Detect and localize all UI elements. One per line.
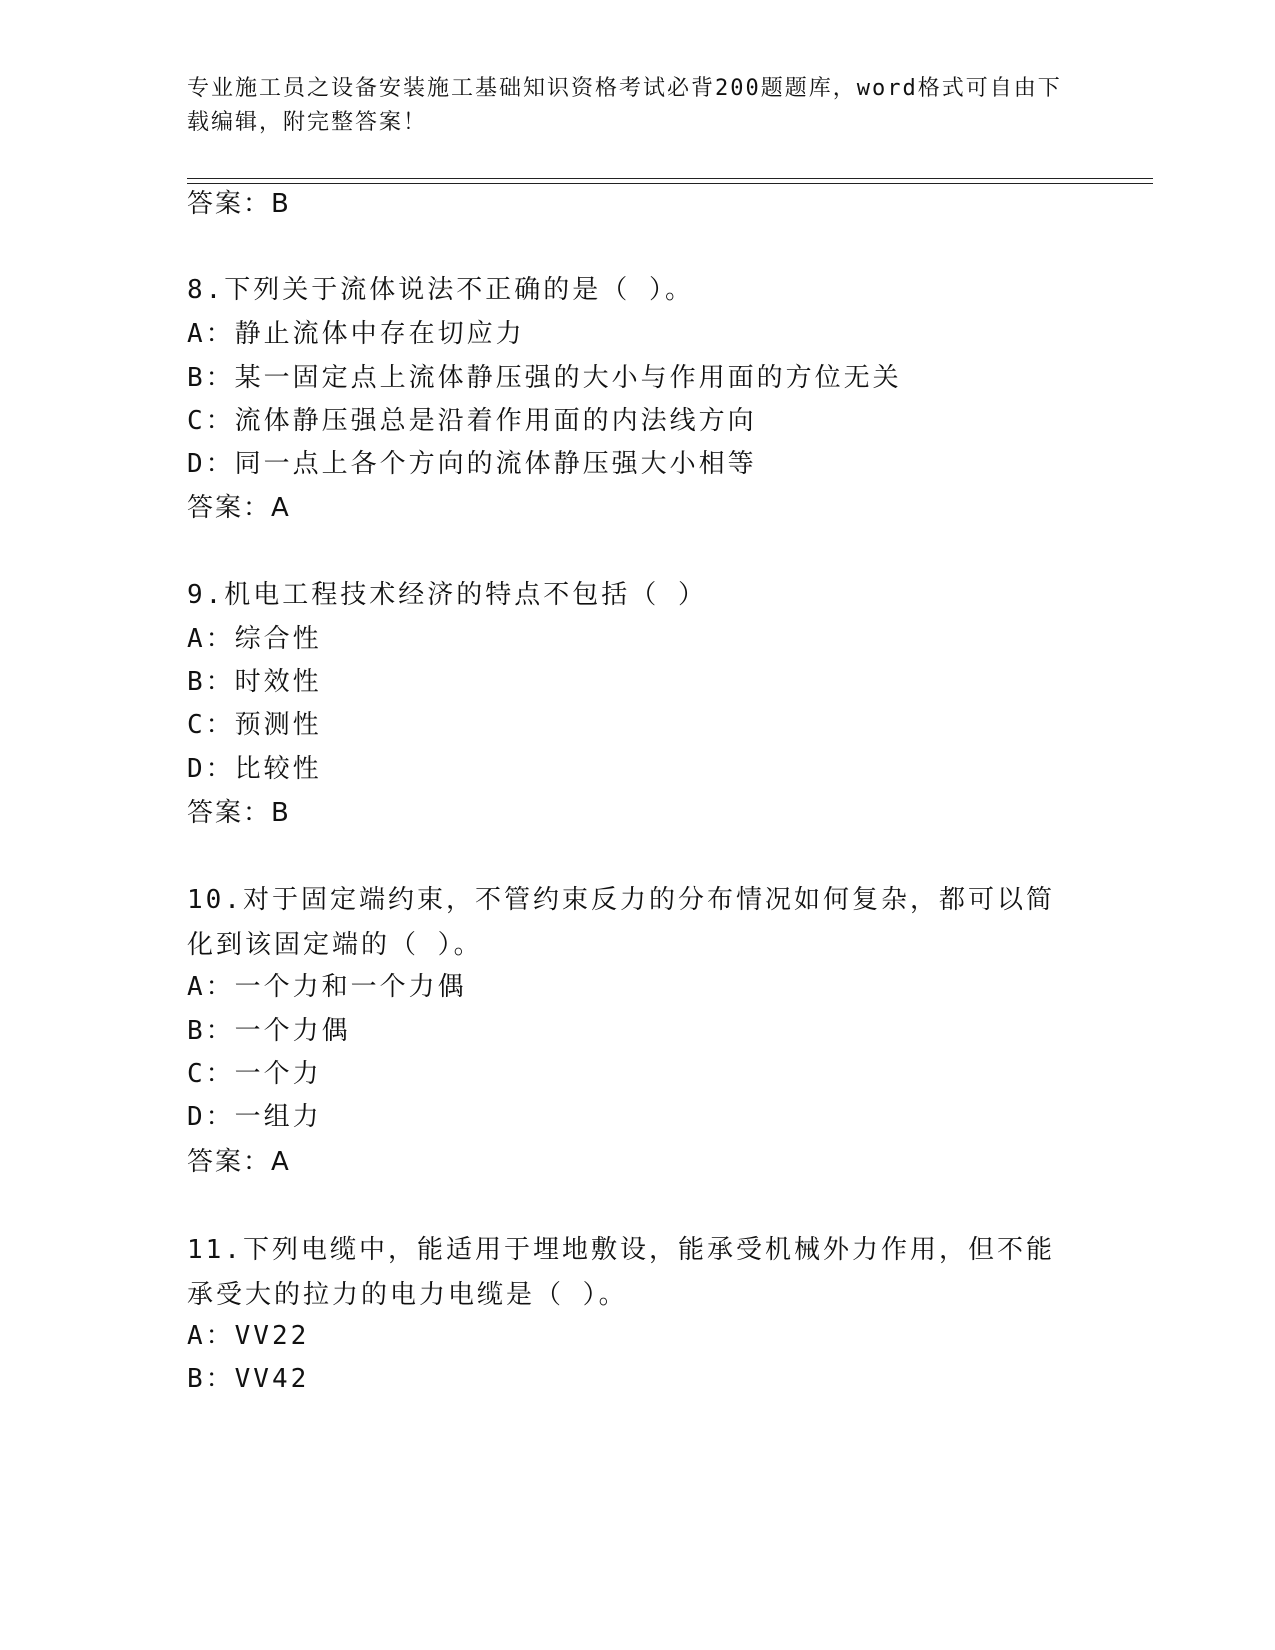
question-10-text: 10.对于固定端约束，不管约束反力的分布情况如何复杂，都可以简化到该固定端的（ ）。 bbox=[187, 885, 1055, 960]
question-8-text: 8.下列关于流体说法不正确的是（ ）。 bbox=[187, 275, 694, 305]
header-divider-double bbox=[187, 183, 1153, 184]
question-11-option-b: B：VV42 bbox=[187, 1364, 310, 1394]
question-10-option-d: D：一组力 bbox=[187, 1102, 322, 1132]
question-10-option-b: B：一个力偶 bbox=[187, 1016, 351, 1046]
question-8-option-b: B：某一固定点上流体静压强的大小与作用面的方位无关 bbox=[187, 363, 902, 393]
question-10-option-c: C：一个力 bbox=[187, 1059, 322, 1089]
question-8-answer: 答案：A bbox=[187, 493, 291, 523]
question-10-option-a: A：一个力和一个力偶 bbox=[187, 972, 467, 1002]
question-8-option-c: C：流体静压强总是沿着作用面的内法线方向 bbox=[187, 406, 757, 436]
header-divider bbox=[187, 178, 1153, 179]
question-9-option-c: C：预测性 bbox=[187, 710, 322, 740]
answer-previous: 答案：B bbox=[187, 189, 291, 219]
question-9-option-a: A：综合性 bbox=[187, 624, 322, 654]
question-10-answer: 答案：A bbox=[187, 1147, 291, 1177]
question-8-option-a: A：静止流体中存在切应力 bbox=[187, 319, 525, 349]
question-9-option-b: B：时效性 bbox=[187, 667, 322, 697]
document-header: 专业施工员之设备安装施工基础知识资格考试必背200题题库，word格式可自由下载编辑，附完整答案！ bbox=[187, 76, 1062, 135]
question-11-option-a: A：VV22 bbox=[187, 1321, 310, 1351]
question-9-answer: 答案：B bbox=[187, 798, 291, 828]
question-9-option-d: D：比较性 bbox=[187, 754, 322, 784]
question-8-option-d: D：同一点上各个方向的流体静压强大小相等 bbox=[187, 449, 757, 479]
question-9-text: 9.机电工程技术经济的特点不包括（ ） bbox=[187, 580, 707, 610]
question-11-text: 11.下列电缆中，能适用于埋地敷设，能承受机械外力作用，但不能承受大的拉力的电力电缆是（ ）。 bbox=[187, 1235, 1055, 1310]
